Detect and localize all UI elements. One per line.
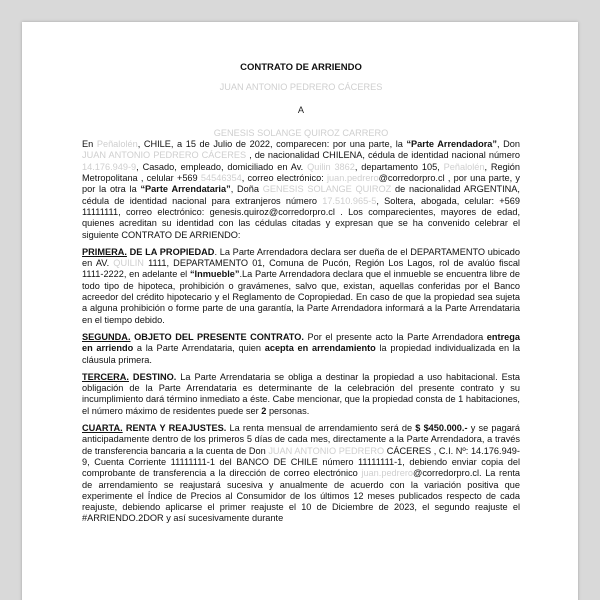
text: .La Parte Arrendadora declara que el inmueble se encuentra libre de todo tipo de hipoteca, prohibición o gravámenes, salvo que, existan, aquellas conferidas por el Banco acreedor del crédito hipotecario y el Reglamento de Copropiedad. En caso de que la propiedad sea sujeta a alguna prohibición o forme parte de una garantía, la Parte Arrendadora informará a la Parte Arrendataria en el tiempo debido. [82, 269, 520, 325]
clause-heading: OBJETO DEL PRESENTE CONTRATO. [130, 331, 304, 342]
redacted-text: juan.pedrero [327, 173, 379, 184]
party1-name: JUAN ANTONIO PEDRERO CÁCERES [219, 82, 383, 93]
redacted-text: Quilin 3862 [307, 161, 355, 172]
document-page [22, 22, 578, 600]
clause-tercera [82, 372, 520, 417]
text: , correo electrónico: [241, 173, 328, 184]
redacted-text: JUAN ANTONIO PEDRERO CÁCERES [82, 150, 247, 161]
text: 1111, DEPARTAMENTO 01, Comuna de Pucón, Región Los Lagos, rol de avalúo fiscal 1111-2222, en adelante el [82, 258, 520, 280]
clause-number: PRIMERA. [82, 246, 127, 257]
page-title: CONTRATO DE ARRIENDO [240, 62, 362, 73]
bold-text: “Inmueble” [189, 269, 240, 280]
bold-text: “Parte Arrendadora” [406, 139, 497, 150]
text: a la Parte Arrendataria, quien [133, 343, 265, 354]
clause-heading: DESTINO. [128, 371, 177, 382]
text: En [82, 139, 97, 150]
intro-paragraph [82, 139, 520, 241]
text: la propiedad individualizada en la cláusula primera. [82, 343, 520, 365]
clause-number: CUARTA. [82, 423, 123, 434]
text: @corredorpro.cl. La renta de arrendamiento se reajustará sucesiva y anualmente de acuerdo con la variación positiva que experimente el Índice de Precios al Consumidor de los últimos 12 meses publicados respecto de cada reajuste, debiendo aplicarse el primer reajuste el 10 de Diciembre de 2023, el segundo reajuste el #ARRIENDO.2DOR y así sucesivamente durante [82, 468, 520, 524]
text: La Parte Arrendataria se obliga a destinar la propiedad a uso habitacional. Esta obligación de la Parte Arrendataria es determinante de la celebración del presente contrato y su incumplimiento dará término inmediato a éste. Cabe mencionar, que la propiedad consta de 1 habitaciones, el número máximo de residentes puede ser [82, 371, 520, 416]
text: . La Parte Arrendadora declara ser dueña de el DEPARTAMENTO ubicado en AV. [82, 246, 520, 269]
bold-text: 2 [261, 405, 267, 416]
bold-text: entrega en arriendo [82, 331, 520, 354]
clause-primera [82, 247, 520, 326]
document-body [82, 62, 520, 531]
text: , Don [497, 139, 520, 150]
party2-name: GENESIS SOLANGE QUIROZ CARRERO [213, 127, 389, 138]
redacted-text: QUILIN [113, 258, 144, 269]
text: , departamento 105, [354, 161, 444, 172]
clause-number: TERCERA. [82, 371, 129, 382]
clause-segunda [82, 332, 520, 366]
redacted-text: 14.176.949-9 [82, 161, 137, 172]
clause-heading: RENTA Y REAJUSTES. [122, 423, 227, 434]
text: de nacionalidad ARGENTINA, cédula de identidad nacional para extranjeros número [82, 184, 520, 206]
text: personas. [266, 405, 310, 416]
text: , Región Metropolitana , celular +569 [82, 161, 521, 184]
text: y se pagará anticipadamente dentro de los primeros 5 días de cada mes, directamente a la Parte Arrendadora, a través de transferencia bancaria a la cuenta de Don [82, 423, 520, 456]
text: , Doña [230, 184, 263, 195]
text: CÁCERES , C.I. Nº: 14.176.949-9, Cuenta Corriente 11111111-1 del BANCO DE CHILE número 11111111-1, debiendo enviar copia del comprobante de transferencia a la dirección de correo electrónico [82, 445, 520, 479]
text: Por el presente acto la Parte Arrendadora [303, 331, 487, 342]
clause-heading: DE LA PROPIEDAD [126, 246, 215, 257]
text: , Soltera, abogada, celular: +569 11111111, correo electrónico: genesis.quiroz@corredorpro.cl . Los comparecientes, mayores de edad, quienes acreditan su identidad con las cédulas citadas y expresan que se ha convenido celebrar el siguiente CONTRATO DE ARRIENDO: [82, 195, 521, 240]
text: La renta mensual de arrendamiento será de [226, 423, 416, 434]
redacted-text: 17.510.965-5 [322, 195, 377, 206]
text: , Casado, empleado, domiciliado en Av. [136, 161, 308, 172]
text: , de nacionalidad CHILENA, cédula de identidad nacional número [246, 150, 520, 161]
clause-cuarta [82, 423, 520, 525]
clause-number: SEGUNDA. [82, 331, 131, 342]
redacted-text: JUAN ANTONIO PEDRERO [268, 445, 385, 456]
bold-text: $ $450.000.- [415, 423, 468, 434]
bold-text: “Parte Arrendataria” [140, 184, 231, 195]
redacted-text: Peñalolén [96, 139, 138, 150]
redacted-text: 54546354 [200, 173, 242, 184]
redacted-text: Peñalolén [443, 161, 485, 172]
redacted-text: juan.pedrero [361, 468, 413, 479]
bold-text: acepta en arrendamiento [264, 343, 376, 354]
party-separator: A [297, 104, 305, 115]
redacted-text: GENESIS SOLANGE QUIROZ [262, 184, 392, 195]
text: @corredorpro.cl , por una parte, y por la otra la [82, 173, 520, 195]
text: , CHILE, a 15 de Julio de 2022, comparecen: por una parte, la [137, 139, 407, 150]
